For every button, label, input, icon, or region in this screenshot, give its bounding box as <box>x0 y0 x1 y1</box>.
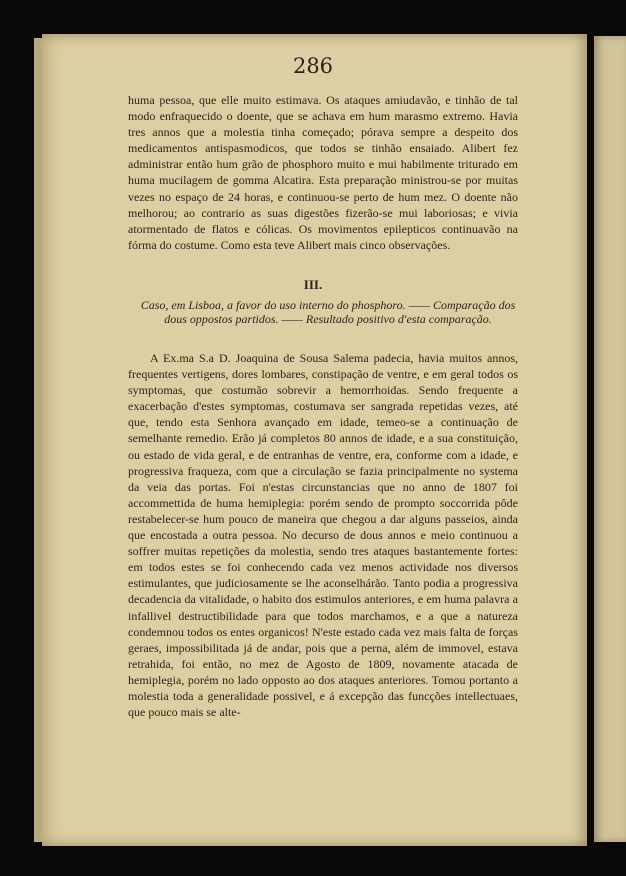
section-caption: Caso, em Lisboa, a favor do uso interno do phosphoro. —— Comparação dos dous oppostos partidos. —— Resultado positivo d'esta comparação. <box>140 298 516 326</box>
section-heading: III. <box>303 277 323 292</box>
page-number: 286 <box>292 54 334 78</box>
next-page-edge <box>594 36 626 842</box>
paragraph-continued: huma pessoa, que elle muito estimava. Os ataques amiudavão, e tinhão de tal modo enfraquecido o doente, que se achava em hum marasmo extremo. Havia tres annos que a molestia tinha começado; pórava sempre a despeito dos medicamentos antispasmodicos, que todos se tinhão ensaiado. Alibert fez administrar então hum grão de phosphoro muito e mui habilmente triturado em huma mucilagem de gomma Alcatira. Esta preparação ministrou-se por muitas vezes no espaço de 24 horas, e continuou-se perto de hum mez. O doente não melhorou; ao contrario as suas digestões fizerão-se mui laboriosas; e vivia atormentado de flatos e cólicas. Os movimentos epilepticos continuavão na fórma do costume. Como esta teve Alibert mais cinco observações. <box>128 93 518 252</box>
paragraph-case: A Ex.ma S.a D. Joaquina de Sousa Salema padecia, havia muitos annos, frequentes vertigens, dores lombares, constipação de ventre, e em geral todos os symptomas, que costumão sobrevir a hemorrhoidas. Sendo frequente a exacerbação d'estes symptomas, costumava ser sangrada repetidas vezes, até que, tendo esta Senhora avançado em idade, temeo-se a continuação de semelhante remedio. Erão já completos 80 annos de idade, e a sua constituição, ou estado de vida geral, e de entranhas de ventre, era, conforme com a idade, e progressiva fraqueza, com que a circulação se fazia principalmente no systema da veia das portas. Foi n'estas circunstancias que no anno de 1807 foi accommettida de huma hemiplegia: porém sendo de prompto soccorrida pôde restabelecer-se hum pouco de maneira que chegou a dar alguns passeios, ainda que encostada a outra pessoa. No decurso de dous annos e meio continuou a soffrer muitas repetições da molestia, sendo tres ataques bastantemente fortes: em todos estes se foi conhecendo cada vez menos actividade nos diversos estimulantes, que judiciosamente se lhe aconselhárão. Tanto podia a progressiva decadencia da vitalidade, o habito dos estimulos anteriores, e em huma palavra a infallivel destructibilidade para que todos marchamos, e a que a natureza condemnou todos os entes organicos! N'este estado cada vez mais falta de forças geraes, impossibilitada já de andar, pois que a perna, além de immovel, estava retrahida, foi então, no mez de Agosto de 1809, novamente atacada de hemiplegia, porém no lado opposto ao dos ataques anteriores. Tomou portanto a molestia toda a generalidade possivel, e á excepção das funcções intellectuaes, que pouco mais se alte- <box>128 351 518 720</box>
